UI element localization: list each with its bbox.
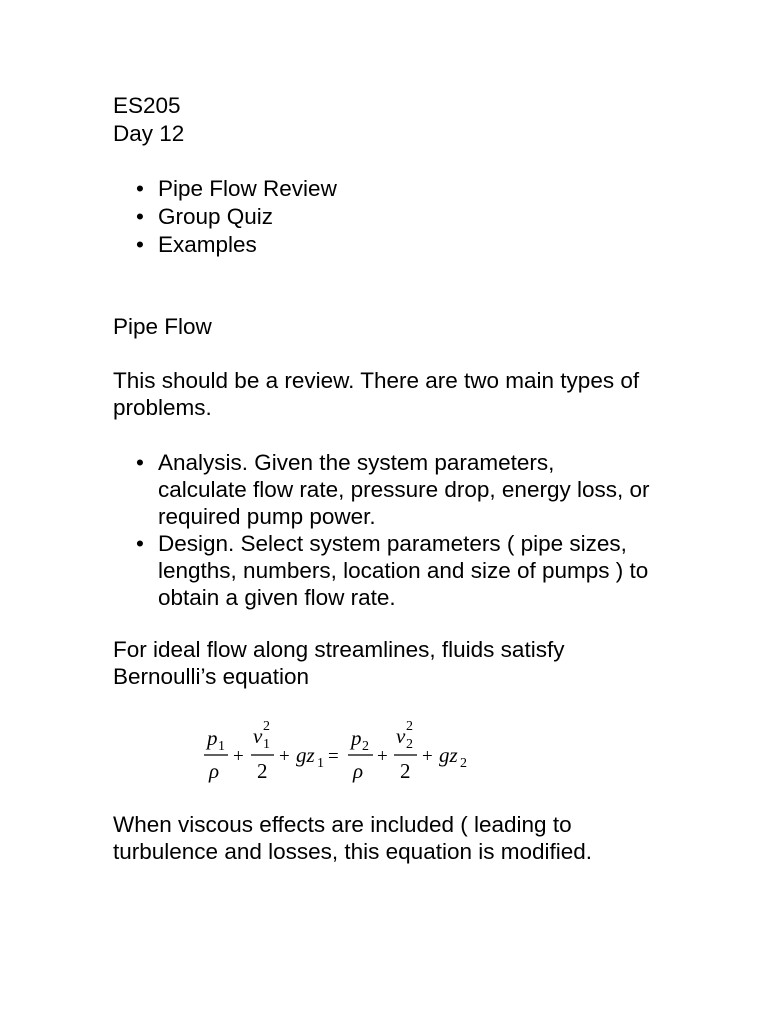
- eq-p1-sub: 1: [218, 739, 225, 754]
- eq-plus: +: [422, 746, 433, 767]
- analysis-item-line: Analysis. Given the system parameters,: [158, 450, 555, 475]
- analysis-item-line: calculate flow rate, pressure drop, energy loss, or: [158, 477, 650, 502]
- bullet-icon: •: [136, 450, 144, 475]
- eq-p2-sub: 2: [362, 739, 369, 754]
- design-item-line: lengths, numbers, location and size of pumps ) to: [158, 558, 649, 583]
- bernoulli-intro-line: For ideal flow along streamlines, fluids satisfy: [113, 637, 565, 662]
- bullet-icon: •: [136, 531, 144, 556]
- eq-rho: ρ: [353, 759, 364, 783]
- eq-rho: ρ: [209, 759, 220, 783]
- eq-plus: +: [279, 746, 290, 767]
- eq-plus: +: [377, 746, 388, 767]
- design-item-line: obtain a given flow rate.: [158, 585, 396, 610]
- eq-v2-sup: 2: [406, 719, 413, 734]
- eq-p1: p: [207, 726, 218, 750]
- agenda-item: Group Quiz: [158, 204, 274, 229]
- eq-gz2-sub: 2: [460, 756, 467, 771]
- eq-v1-sup: 2: [263, 719, 270, 734]
- intro-paragraph-line: This should be a review. There are two main types of: [113, 368, 640, 393]
- eq-p2: p: [351, 726, 362, 750]
- closing-paragraph-line: turbulence and losses, this equation is modified.: [113, 839, 593, 864]
- bernoulli-intro-line: Bernoulli’s equation: [113, 664, 309, 689]
- eq-two: 2: [400, 759, 411, 783]
- eq-two: 2: [257, 759, 268, 783]
- closing-paragraph-line: When viscous effects are included ( leading to: [113, 812, 572, 837]
- design-item-line: Design. Select system parameters ( pipe sizes,: [158, 531, 627, 556]
- bullet-icon: •: [136, 232, 144, 257]
- agenda-item: Examples: [158, 232, 257, 257]
- course-code: ES205: [113, 93, 181, 118]
- eq-v2-sub: 2: [406, 737, 413, 752]
- bullet-icon: •: [136, 176, 144, 201]
- intro-paragraph-line: problems.: [113, 395, 212, 420]
- eq-v1: v: [253, 724, 263, 748]
- eq-gz1-sub: 1: [317, 756, 324, 771]
- day-label: Day 12: [113, 121, 185, 146]
- bernoulli-equation: [200, 712, 490, 792]
- bullet-icon: •: [136, 204, 144, 229]
- agenda-item: Pipe Flow Review: [158, 176, 337, 201]
- eq-plus: +: [233, 746, 244, 767]
- eq-gz1: gz: [296, 743, 315, 767]
- eq-gz2: gz: [439, 743, 458, 767]
- eq-equals: =: [328, 746, 339, 767]
- analysis-item-line: required pump power.: [158, 504, 376, 529]
- section-title: Pipe Flow: [113, 314, 212, 339]
- eq-v1-sub: 1: [263, 737, 270, 752]
- eq-v2: v: [396, 724, 406, 748]
